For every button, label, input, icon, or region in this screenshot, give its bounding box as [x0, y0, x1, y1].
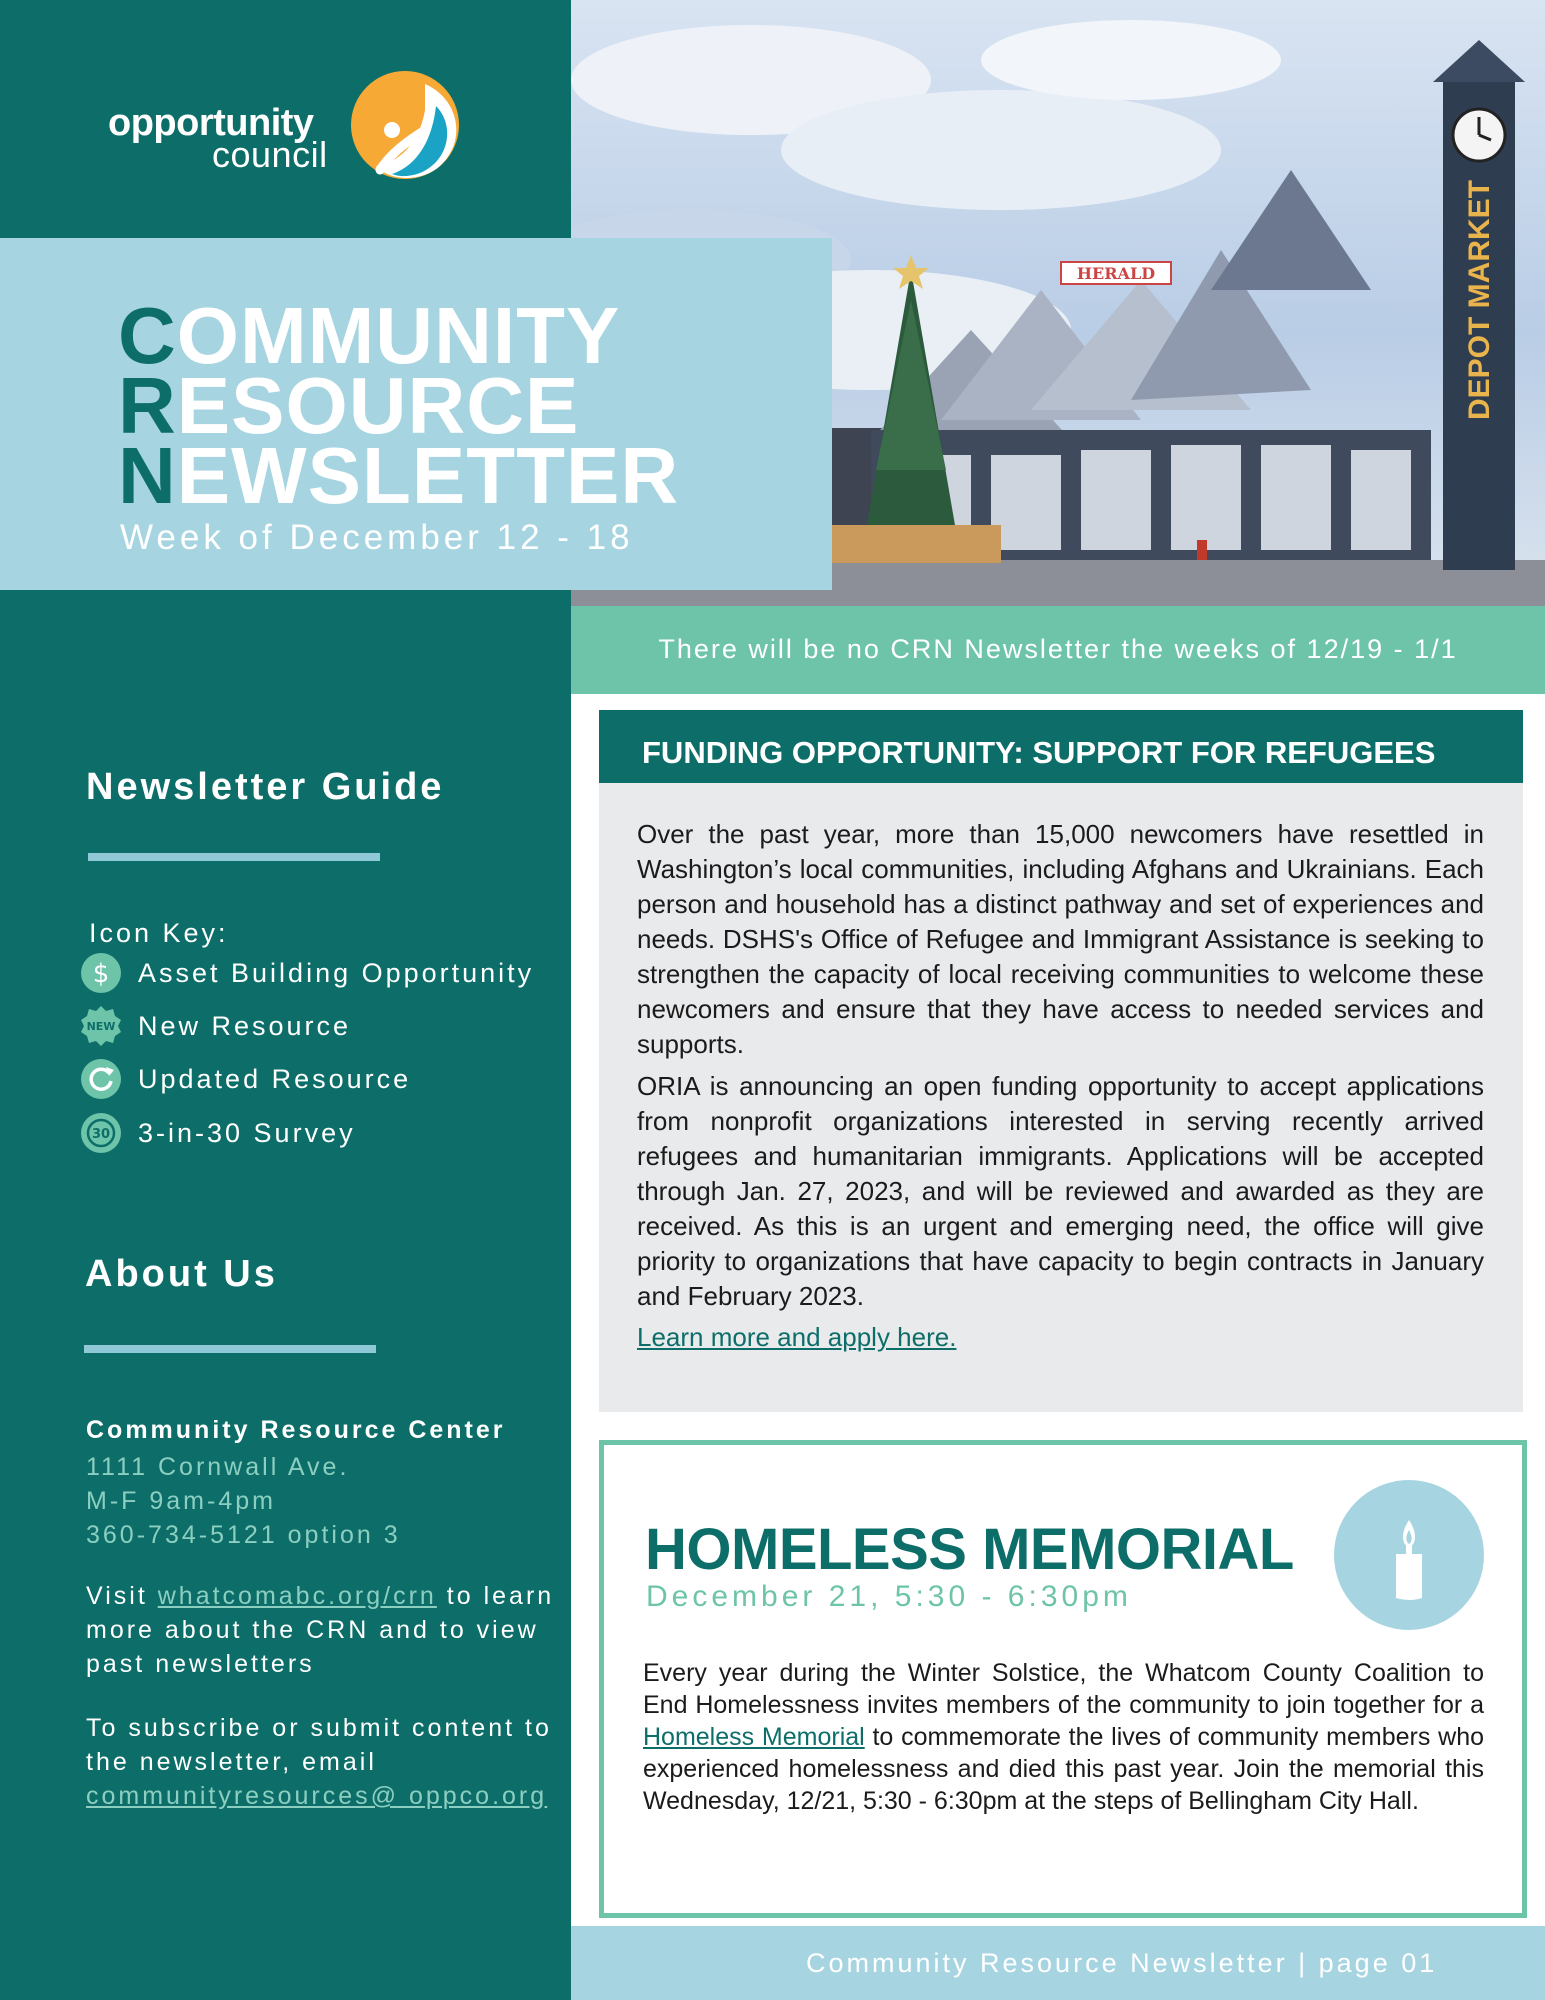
guide-divider	[88, 853, 380, 861]
crn-website-link[interactable]: whatcomabc.org/crn	[157, 1582, 437, 1610]
dollar-icon	[80, 952, 122, 994]
survey-30-icon	[80, 1112, 122, 1154]
logo-mark-icon	[350, 70, 460, 180]
visit-text: Visit whatcomabc.org/crn to learn more about the CRN and to view past newsletters	[86, 1582, 555, 1678]
funding-paragraph: Over the past year, more than 15,000 newcomers have resettled in Washington’s local communities, including Afghans and Ukrainians. Each person and household has a distinct pathway and set of experiences and needs. DSHS's Office of Refugee and Immigrant Assistance is seeking to strengthen the capacity of local receiving communities to welcome these newcomers and ensure that they have access to needed services and supports.	[637, 819, 1484, 1059]
new-badge-icon	[80, 1005, 122, 1047]
refresh-icon	[80, 1058, 122, 1100]
notice-text: There will be no CRN Newsletter the weeks of 12/19 - 1/1	[658, 634, 1458, 664]
funding-body	[637, 817, 1484, 1321]
opportunity-council-logo	[108, 68, 468, 183]
newsletter-guide-heading: Newsletter Guide	[86, 766, 445, 808]
depot-market-sign: DEPOT MARKET	[1463, 180, 1496, 420]
about-us-heading: About Us	[85, 1253, 278, 1295]
icon-key-label: New Resource	[138, 1011, 352, 1041]
svg-text:$: $	[92, 959, 110, 989]
icon-key-label: 3-in-30 Survey	[138, 1118, 356, 1148]
memorial-body: Every year during the Winter Solstice, the Whatcom County Coalition to End Homelessness invites members of the community to join together for a Homeless Memorial to commemorate the lives of community members who experienced homelessness and died this past year. Join the memorial this Wednesday, 12/21, 5:30 - 6:30pm at the steps of Bellingham City Hall.	[643, 1659, 1484, 1815]
funding-title: FUNDING OPPORTUNITY: SUPPORT FOR REFUGEES	[642, 735, 1436, 770]
homeless-memorial-link[interactable]: Homeless Memorial	[643, 1723, 865, 1751]
title-line-community: COMMUNITY	[118, 291, 621, 380]
logo-word-council: council	[212, 134, 328, 175]
crc-phone: 360-734-5121 option 3	[86, 1521, 401, 1549]
logo-word-opportunity: opportunity	[108, 102, 314, 144]
icon-key-row-asset	[80, 952, 560, 996]
candle-icon	[1334, 1480, 1484, 1630]
icon-key-label: Updated Resource	[138, 1064, 412, 1094]
icon-key-row-updated	[80, 1058, 560, 1102]
about-divider	[84, 1345, 376, 1353]
email-link[interactable]: communityresources@ oppco.org	[86, 1782, 548, 1810]
week-of-label: Week of December 12 - 18	[120, 518, 634, 557]
footer-page-label: Community Resource Newsletter | page 01	[806, 1948, 1438, 1978]
crc-name: Community Resource Center	[86, 1416, 506, 1444]
crc-hours: M-F 9am-4pm	[86, 1487, 276, 1515]
memorial-date: December 21, 5:30 - 6:30pm	[646, 1580, 1132, 1613]
icon-key-heading: Icon Key:	[89, 918, 229, 948]
svg-text:30: 30	[91, 1127, 111, 1142]
learn-more-link[interactable]: Learn more and apply here.	[637, 1322, 957, 1352]
icon-key-row-new	[80, 1005, 560, 1049]
funding-paragraph: ORIA is announcing an open funding opportunity to accept applications from nonprofit organizations interested in serving recently arrived refugees and humanitarian immigrants. Applications will be accepted through Jan. 27, 2023, and will be reviewed and awarded as they are received. As this is an urgent and emerging need, the office will give priority to organizations that have capacity to begin contracts in January and February 2023.	[637, 1071, 1484, 1311]
icon-key-label: Asset Building Opportunity	[138, 958, 535, 988]
icon-key-row-survey	[80, 1112, 560, 1156]
memorial-title: HOMELESS MEMORIAL	[645, 1517, 1294, 1582]
herald-sign: HERALD	[1076, 264, 1156, 283]
title-line-resource: RESOURCE	[118, 361, 580, 450]
crc-address: 1111 Cornwall Ave.	[86, 1453, 350, 1481]
svg-text:NEW: NEW	[86, 1020, 116, 1033]
subscribe-text: To subscribe or submit content to the newsletter, email communityresources@ oppco.org	[86, 1714, 552, 1810]
title-line-newsletter: NEWSLETTER	[118, 431, 680, 520]
